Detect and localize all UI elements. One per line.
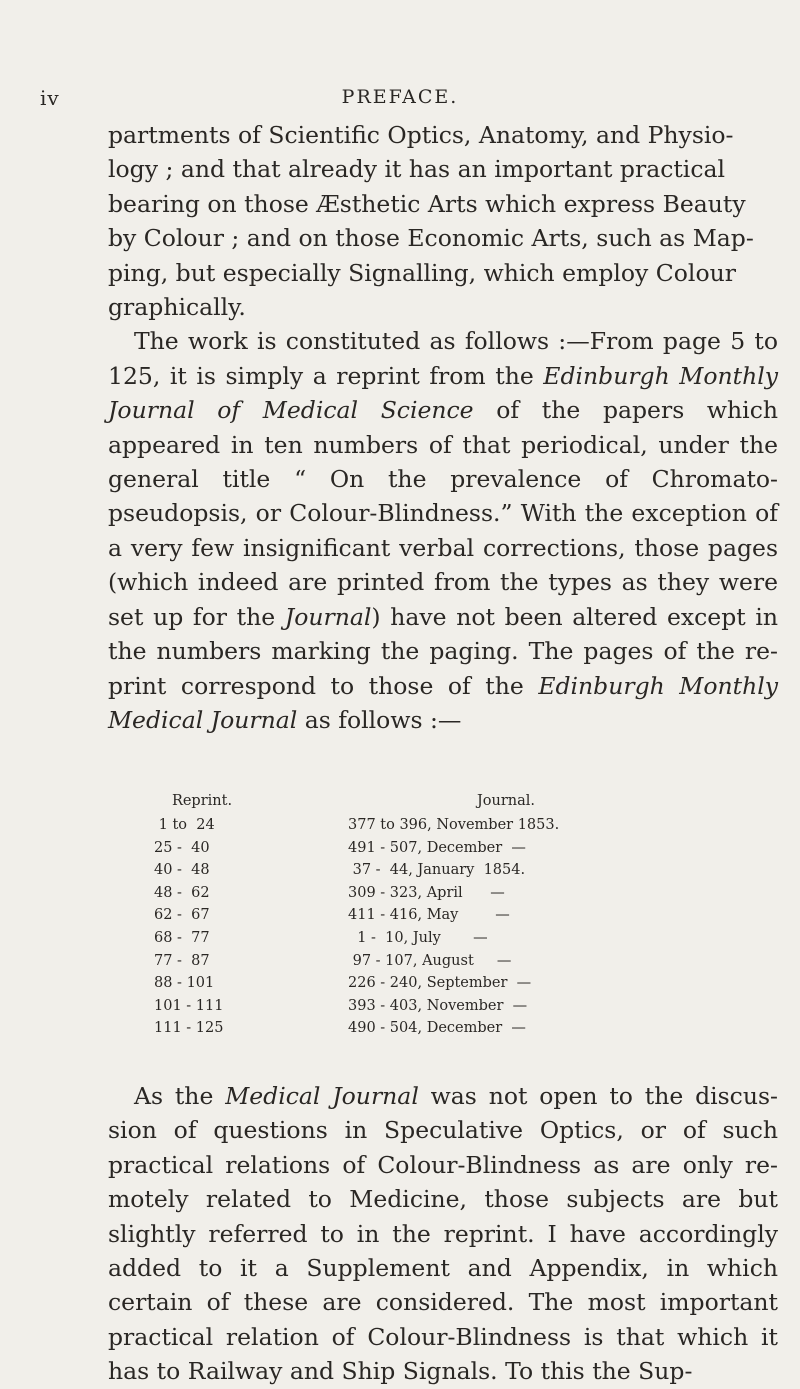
journal-pages: 1 - 10, July — bbox=[348, 929, 488, 946]
reprint-pages: 40 - 48 bbox=[154, 862, 210, 879]
reprint-pages: 101 - 111 bbox=[154, 997, 224, 1014]
table-row bbox=[142, 814, 782, 837]
journal-pages: 411 - 416, May — bbox=[348, 907, 510, 924]
table-row bbox=[142, 1017, 782, 1040]
table-row bbox=[142, 904, 782, 927]
line: logy ; and that already it has an important practical bbox=[108, 155, 726, 184]
journal-pages: 491 - 507, December — bbox=[348, 839, 526, 856]
reprint-pages: 77 - 87 bbox=[154, 952, 210, 969]
table-row bbox=[142, 882, 782, 905]
journal-pages: 393 - 403, November — bbox=[348, 997, 528, 1014]
running-title: PREFACE. bbox=[341, 86, 459, 108]
reprint-pages: 111 - 125 bbox=[154, 1020, 224, 1037]
column-header-reprint: Reprint. bbox=[171, 793, 233, 809]
column-header-journal: Journal. bbox=[476, 793, 536, 809]
page-correspondence-table bbox=[142, 790, 782, 1040]
reprint-pages: 25 - 40 bbox=[154, 839, 210, 856]
line: bearing on those Æsthetic Arts which express Beauty bbox=[108, 189, 746, 218]
journal-pages: 309 - 323, April — bbox=[348, 884, 505, 901]
table-body bbox=[142, 814, 782, 1040]
text-run: ) have not been altered except in the numbers marking the paging. The pages of the re-print correspond to those of the bbox=[108, 602, 778, 700]
paragraph-reprint-description bbox=[108, 324, 778, 737]
journal-pages: 97 - 107, August — bbox=[348, 952, 512, 969]
body-text-top bbox=[108, 118, 778, 737]
table-row bbox=[142, 995, 782, 1018]
text-run: of the papers which appeared in ten numbers of that periodical, under the general title “ On the prevalence of Chromato-pseudopsis, or Colour-Blindness.” With the exception of a very few insignificant verbal corrections, those pages (which indeed are printed from the types as they were set up for the bbox=[108, 396, 778, 631]
journal-title: Edinburgh Monthly Journal of Medical Science bbox=[108, 361, 778, 425]
text-run: as follows :— bbox=[297, 705, 462, 734]
table-row bbox=[142, 927, 782, 950]
table-header bbox=[142, 790, 782, 814]
journal-pages: 490 - 504, December — bbox=[348, 1020, 526, 1037]
journal-pages: 226 - 240, September — bbox=[348, 975, 532, 992]
text-run: was not open to the discus-sion of questions in Speculative Optics, or of such practical relations of Colour-Blindness as are only re-motely related to Medicine, those subjects are but slightly referred to in the reprint. I have accordingly added to it a Supplement and Appendix, in which certain of these are considered. The most important practical relation of Colour-Blindness is that which it has to Railway and Ship Signals. To this the Sup- bbox=[108, 1082, 778, 1386]
reprint-pages: 88 - 101 bbox=[154, 975, 215, 992]
line: by Colour ; and on those Economic Arts, such as Map- bbox=[108, 224, 754, 253]
paragraph-continuation bbox=[108, 118, 778, 324]
journal-title: Edinburgh Monthly Medical Journal bbox=[108, 671, 778, 734]
table-row bbox=[142, 837, 782, 860]
table-row bbox=[142, 859, 782, 882]
reprint-pages: 48 - 62 bbox=[154, 884, 210, 901]
line: graphically. bbox=[108, 293, 246, 322]
journal-pages: 37 - 44, January 1854. bbox=[348, 862, 526, 879]
text-run: The work is constituted as follows :—From page 5 to 125, it is simply a reprint from the bbox=[108, 327, 778, 390]
journal-title: Medical Journal bbox=[225, 1082, 419, 1110]
paragraph-supplement bbox=[108, 1079, 778, 1389]
reprint-pages: 68 - 77 bbox=[154, 929, 210, 946]
table-row bbox=[142, 972, 782, 995]
page-number: iv bbox=[40, 86, 60, 110]
journal-title: Journal bbox=[284, 602, 372, 631]
line: partments of Scientific Optics, Anatomy, and Physio- bbox=[108, 121, 734, 149]
reprint-pages: 62 - 67 bbox=[154, 907, 210, 924]
reprint-pages: 1 to 24 bbox=[154, 817, 215, 833]
text-run: As the bbox=[134, 1082, 226, 1110]
body-text-bottom bbox=[108, 1079, 778, 1389]
journal-pages: 377 to 396, November 1853. bbox=[348, 817, 560, 833]
table-row bbox=[142, 950, 782, 973]
line: ping, but especially Signalling, which employ Colour bbox=[108, 258, 736, 287]
